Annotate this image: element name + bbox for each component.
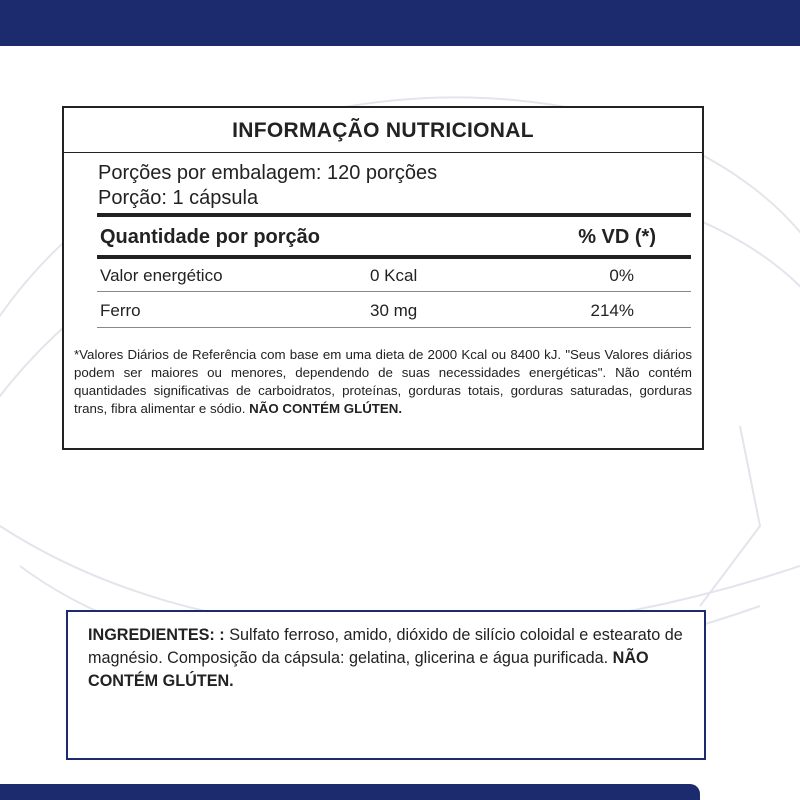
nutrient-dv: 0%: [609, 266, 634, 285]
servings-per-package: Porções por embalagem: 120 porções: [98, 162, 438, 184]
footnote-gluten-note: NÃO CONTÉM GLÚTEN.: [249, 401, 403, 416]
header-quantity: Quantidade por porção: [100, 226, 321, 248]
nutrient-name: Ferro: [100, 301, 141, 320]
divider-thick: [97, 213, 691, 217]
nutrition-facts-table: [62, 106, 704, 450]
footnote: [74, 346, 692, 418]
divider-thin: [97, 327, 691, 328]
nutrient-amount: 30 mg: [370, 301, 418, 320]
header-dv: % VD (*): [578, 226, 656, 248]
divider-thick: [97, 255, 691, 259]
top-banner: [0, 0, 800, 46]
nutrient-amount: 0 Kcal: [370, 266, 418, 285]
footnote-text: *Valores Diários de Referência com base em uma dieta de 2000 Kcal ou 8400 kJ. "Seus Valores diários podem ser maiores ou menores, dependendo de suas necessidades energéticas". Não contém quantidades significativas de carboidratos, proteínas, gorduras totais, gorduras saturadas, gorduras trans, fibra alimentar e sódio.: [74, 347, 692, 416]
nutrient-name: Valor energético: [100, 266, 223, 285]
ingredients-gluten-note: NÃO CONTÉM GLÚTEN.: [88, 649, 649, 690]
bottom-banner: [0, 784, 700, 800]
divider-thin: [97, 291, 691, 292]
ingredients-box: [66, 610, 706, 760]
ingredients-text: Sulfato ferroso, amido, dióxido de silício coloidal e estearato de magnésio. Composição da cápsula: gelatina, glicerina e água purificada.: [88, 626, 683, 667]
nutrition-title: INFORMAÇÃO NUTRICIONAL: [64, 108, 702, 153]
nutrient-dv: 214%: [590, 301, 634, 320]
serving-size: Porção: 1 cápsula: [98, 187, 259, 209]
serving-info: [64, 153, 702, 216]
ingredients-label: INGREDIENTES: :: [88, 626, 225, 644]
